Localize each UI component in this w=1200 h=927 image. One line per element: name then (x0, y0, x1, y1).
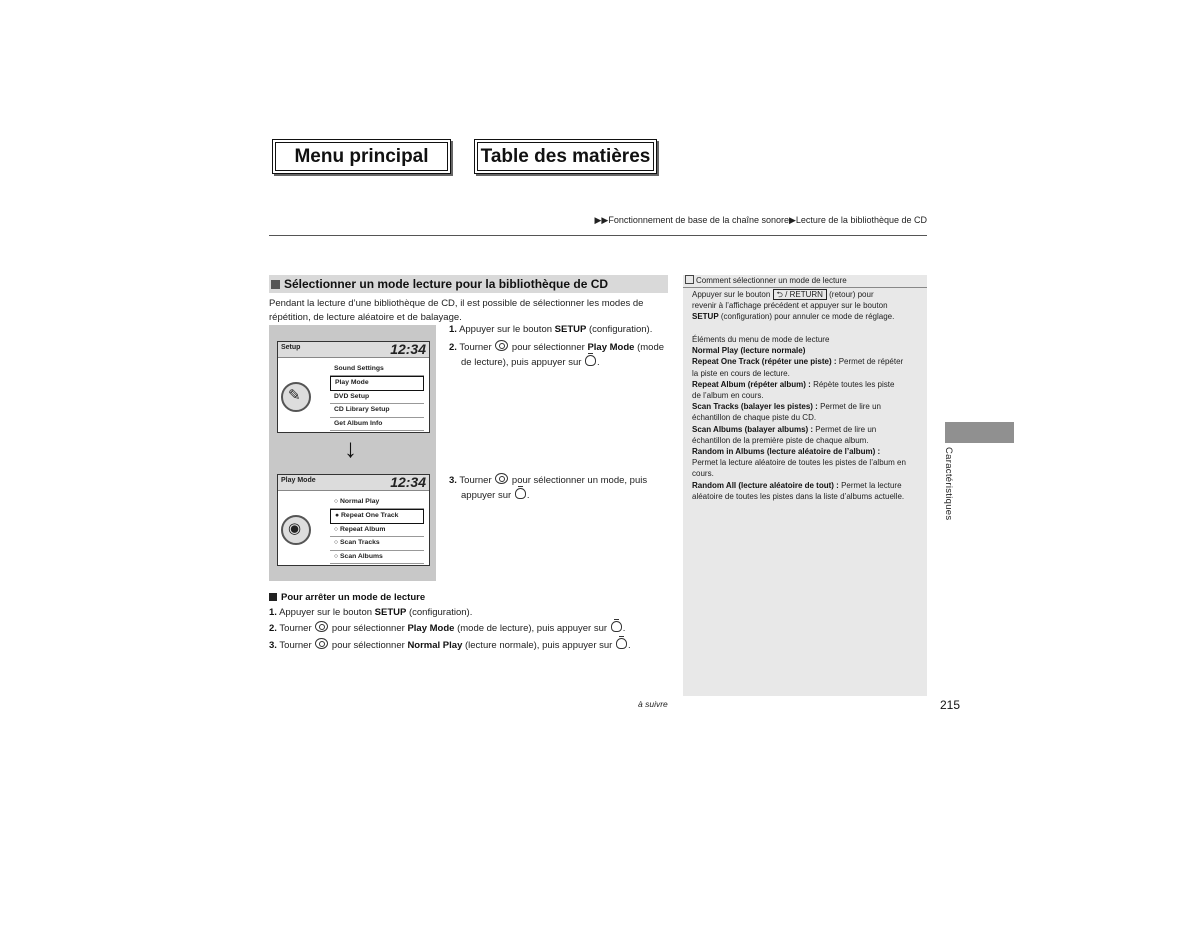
menu-item-get-album-info[interactable]: Get Album Info (330, 418, 424, 431)
square-bullet-icon (271, 280, 280, 289)
return-button-icon: ⮌ / RETURN (773, 289, 827, 300)
step-2: 2. Tourner pour sélectionner Play Mode (mode de lecture), puis appuyer sur . (449, 342, 665, 368)
menu-item-dvd-setup[interactable]: DVD Setup (330, 391, 424, 404)
menu-item-label: Normal Play (340, 498, 380, 505)
stop-mode-block: Pour arrêter un mode de lecture 1. Appuyer sur le bouton SETUP (configuration). 2. Tourner pour sélectionner Play Mode (mode de lecture), puis appuyer sur . 3. Tourner pour sélectionner Normal Play (lecture normale), puis appuyer sur . (269, 592, 631, 651)
menu-item-normal-play[interactable]: ○ Normal Play (330, 496, 424, 509)
menu-item-label: Scan Albums (340, 552, 383, 560)
intro-paragraph (269, 297, 669, 324)
screen-clock: 12:34 (390, 341, 426, 357)
main-menu-label: Menu principal (294, 145, 429, 167)
step-3: 3. Tourner pour sélectionner un mode, puis appuyer sur . (449, 475, 648, 501)
screen-clock: 12:34 (390, 474, 426, 490)
menu-item-label: Repeat Album (340, 525, 386, 533)
main-menu-button[interactable] (272, 139, 451, 174)
setup-menu (330, 363, 424, 431)
sidebar-heading-text: Comment sélectionner un mode de lecture (696, 276, 847, 285)
press-knob-icon (515, 488, 526, 499)
page-number: 215 (940, 698, 961, 712)
press-knob-icon (585, 355, 596, 366)
breadcrumb-arrows: ▶▶ (594, 215, 609, 225)
menu-item-repeat-album[interactable]: ○ Repeat Album (330, 524, 424, 537)
setup-screen (277, 341, 430, 433)
screen-title: Play Mode (281, 477, 316, 484)
section-title: Sélectionner un mode lecture pour la bibliothèque de CD (284, 277, 609, 291)
toc-button[interactable] (474, 139, 657, 174)
menu-item-play-mode[interactable]: Play Mode (330, 376, 424, 390)
section-heading (269, 275, 668, 293)
note-icon (685, 275, 694, 284)
sidebar-notes (683, 275, 927, 696)
menu-item-label: Repeat One Track (341, 512, 399, 520)
breadcrumb-part1[interactable]: Fonctionnement de base de la chaîne sonore (608, 215, 789, 225)
header-divider (269, 235, 927, 236)
menu-item-repeat-one-track[interactable]: ● Repeat One Track (330, 509, 424, 523)
stop-heading: Pour arrêter un mode de lecture (281, 592, 426, 603)
selector-knob-icon (495, 473, 508, 484)
menu-item-cd-library-setup[interactable]: CD Library Setup (330, 404, 424, 417)
menu-item-scan-tracks[interactable]: ○ Scan Tracks (330, 537, 424, 550)
intro-line-1: Pendant la lecture d’une bibliothèque de CD, il est possible de sélectionner les modes de (269, 298, 644, 309)
chapter-tab-label: Caractéristiques (943, 447, 954, 521)
breadcrumb-separator: ▶ (788, 215, 796, 225)
play-mode-menu (330, 496, 424, 564)
continue-note: à suivre (638, 699, 668, 709)
play-mode-screen (277, 474, 430, 566)
selector-knob-icon (315, 621, 328, 632)
intro-line-2: répétition, de lecture aléatoire et de balayage. (269, 311, 462, 323)
menu-item-sound-settings[interactable]: Sound Settings (330, 363, 424, 376)
press-knob-icon (611, 621, 622, 632)
breadcrumb (595, 215, 927, 226)
sidebar-return-note: Appuyer sur le bouton ⮌ / RETURN (retour) pour revenir à l’affichage précédent et appuyer sur le bouton SETUP (configuration) pour annuler ce mode de réglage. (692, 290, 895, 322)
sidebar-heading (683, 275, 927, 288)
menu-item-scan-albums[interactable]: ○ Scan Albums (330, 551, 424, 564)
step-1: 1. Appuyer sur le bouton SETUP (configuration). (449, 324, 653, 335)
down-arrow-icon: ↓ (344, 433, 357, 463)
chapter-tab[interactable] (945, 422, 1014, 443)
breadcrumb-part2: Lecture de la bibliothèque de CD (795, 215, 927, 225)
wrench-icon: ✎ (281, 382, 311, 412)
sidebar-mode-list: Éléments du menu de mode de lecture Normal Play (lecture normale) Repeat One Track (répéter une piste) : Permet de répéter la piste en cours de lecture. Repeat Album (répéter album) : Répète toutes les piste de l’album en cours. Scan Tracks (balayer les pistes) : Permet de lire un échantillon de chaque piste du CD. Scan Albums (balayer albums) : Permet de lire un échantillon de la première piste de chaque album. Random in Albums (lecture aléatoire de l’album) : Permet la lecture aléatoire de toutes les pistes de l’album en cours. Random All (lecture aléatoire de tout) : Permet la lecture aléatoire de toutes les pistes dans la liste d’albums actuelle. (692, 335, 906, 501)
selector-knob-icon (495, 340, 508, 351)
disc-icon: ◉ (281, 515, 311, 545)
screen-title: Setup (281, 344, 301, 351)
selector-knob-icon (315, 638, 328, 649)
square-bullet-icon (269, 593, 277, 601)
press-knob-icon (616, 638, 627, 649)
toc-label: Table des matières (480, 145, 651, 167)
menu-item-label: Scan Tracks (340, 539, 380, 547)
